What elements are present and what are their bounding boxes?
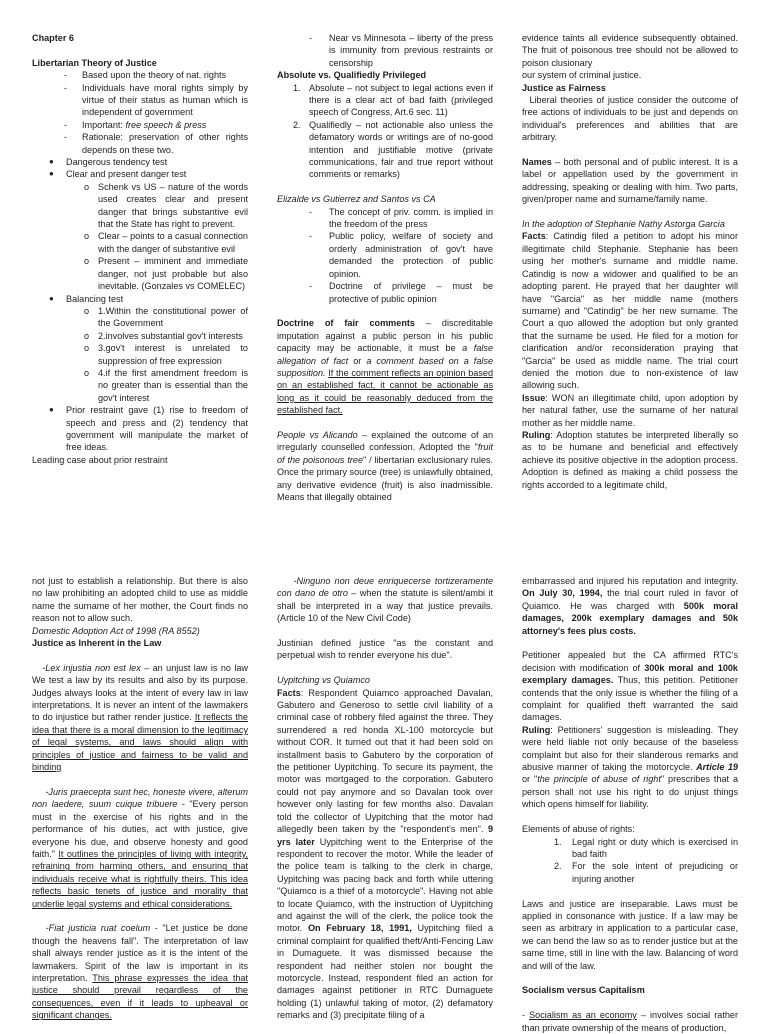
case-title-uypitching: Uypitching vs Quiamco — [277, 675, 370, 686]
section-title-inherent: Justice as Inherent in the Law — [32, 638, 162, 649]
column-5 — [277, 575, 493, 1024]
column-6 — [522, 575, 739, 1033]
list-item: ● Prior restraint gave (1) rise to freedom of speech and press and (2) tendency that government will manipulate the market of free ideas. — [49, 405, 248, 453]
act-reference: Domestic Adoption Act of 1998 (RA 8552) — [32, 625, 200, 636]
list-item: - Rationale: preservation of other rights depends on these two. — [64, 132, 248, 155]
paragraph-socialism: - Socialism as an economy – involves social rather than private ownership of the means of production, — [522, 1010, 738, 1033]
list-item: - Important: free speech & press — [64, 119, 207, 130]
list-item: o 4.if the first amendment freedom is no greater than is essential than the gov't interest — [84, 367, 248, 403]
paragraph-ninguno: -Ninguno non deue enriquecerse tortizeramente con dano de otro – when the statute is silent/ambi it shall be interpreted in a way that justice prevails. (Article 10 of the New Civil Code) — [277, 576, 493, 624]
paragraph-facts: Facts: Respondent Quiamco approached Davalan, Gabutero and Generoso to settle civil liability of a criminal case of robbery filed against the three. They surrendered a red honda XL-100 motorcycle but without COR. It turned out that it had been sold on installment basis to Gabutero by the corporation of the petitioner Uypitching. To secure its payment, the motor was mortgaged to the corporation. Gabutero could not pay anymore and so Davalan took over however only lasting for few months also. Davalan told the collector of Uypitching that the motor had allegedly been taken by the "respondent's men". 9 yrs later Uypitching went to the Enterprise of the respondent to recover the motor. While the leader of the police team is talking to the clerk in charge, Uypitching was pacing back and forth while uttering "Quiamco is a thief of a motorcycle". Having not able to locate Quiamco, with the instruction of Uypitching and against the will of the clerk, the police took the motor. On February 18, 1991, Uypitching filed a criminal complaint for qualified theft/Anti-Fencing Law in Dumaguete. It was dismissed because the respondent had neither stolen nor bought the motorcycle. Instead, respondent filed an action for damages against petitioner in RTC Dumaguete holding (1) unlawful taking of motor, (2) defamatory remarks and (3) precipitate filing of a — [277, 687, 494, 1021]
paragraph-issue: Issue: WON an illegitimate child, upon adoption by her natural father, use the surname of her natural mother as her middle name. — [522, 392, 738, 428]
section-title-libertarian: Libertarian Theory of Justice — [32, 57, 157, 68]
paragraph-ruling: Ruling: Adoption statutes be interpreted liberally so as to be humane and beneficial and effectively achieve its positive objective in the adoption process. Adoption is defined as making a child possess the rights accorded to a legitimate child, — [522, 429, 738, 490]
paragraph-lex-injustia: -Lex injustia non est lex – an unjust law is no law We test a law by its results and also by its purpose. Judges always looks at the intent of every law in law interpretations. It is never an intent of the lawmakers to do injustice but rather render justice. It reflects the idea that there is a moral dimension to the legitimacy of legal systems, and laws should align with principles of justice and fairness to be valid and binding — [32, 662, 248, 773]
body-text: our system of criminal justice. — [522, 70, 642, 81]
list-item: o 1.Within the constitutional power of the Government — [84, 305, 248, 329]
paragraph-fair-comments: Doctrine of fair comments – discreditable imputation against a public person in his public capacity may be actionable, it must be a false allegation of fact or a comment based on a false supposition. If the comment reflects an opinion based on an established fact, it cannot be actionable as long as it could be reasonably deduced from the established fact. — [277, 318, 494, 416]
paragraph-people-vs-alicando: People vs Alicando – explained the outcome of an irregularly counselled confession. Adopted the "fruit of the poisonous tree" / libertarian exclusionary rules. Once the primary source (tree) is unlawfully obtained, any derivative evidence (fruit) is also inadmissible. Means that illegally obtained — [277, 429, 493, 502]
paragraph-names: Names – both personal and of public interest. It is a label or appellation used by the government in addressing, speaking or dealing with him. Two parts, given/proper name and surname/family name. — [522, 157, 738, 205]
list-item: ● Balancing test — [49, 293, 124, 304]
paragraph-facts: Facts: Catindig filed a petition to adopt his minor illegitimate child Stephanie. Stephanie has been using her mother's surname and middle name. Catindig is now a widower and qualified to be an adopting parent. He prayed that her daughter will have "Garcia" as her middle name (mothers surname) and "Catindig" be her new surname. The Court a quo allowed the adoption but only granted that the surname be used. He filed for a motion for clarification and/or reconsideration praying that "Garcia" be used as middle name. The trial court denied the motion due to non-existence of law allowing such. — [522, 231, 738, 391]
list-item: ● Dangerous tendency test — [49, 157, 168, 168]
section-title-fairness: Justice as Fairness — [522, 82, 606, 93]
paragraph-petitioner: Petitioner appealed but the CA affirmed RTC's decision with modification of 300k moral and 100k exemplary damages. Thus, this petition. Petitioner contends that the only issue is whether the filing of a complaint for qualified theft warranted the said damages. — [522, 650, 738, 723]
list-item: 1. Absolute – not subject to legal actions even if there is a clear act of bad faith (privileged speech of Congress, Art.6 sec. 11) — [293, 82, 493, 118]
list-item: - The concept of priv. comm. is implied in the freedom of the press — [309, 206, 493, 230]
list-item: - Near vs Minnesota – liberty of the press is immunity from previous restraints or censorship — [309, 33, 493, 68]
column-4 — [32, 575, 248, 1024]
list-item: - Public policy, welfare of society and orderly administration of gov't have demanded the protection of public opinion. — [309, 231, 493, 279]
case-title-elizalde: Elizalde vs Gutierrez and Santos vs CA — [277, 194, 436, 205]
list-item: - Doctrine of privilege – must be protective of public opinion — [309, 281, 493, 304]
section-title-absolute: Absolute vs. Qualifiedly Privileged — [277, 70, 427, 81]
paragraph-justinian: Justinian defined justice "as the constant and perpetual wish to render everyone his due". — [277, 638, 493, 661]
case-title-adoption: In the adoption of Stephanie Nathy Astorga Garcia — [522, 219, 725, 230]
body-text: evidence taints all evidence subsequently obtained. The fruit of poisonous tree should not be allowed to poison clusionary — [522, 33, 738, 68]
section-title-socialism: Socialism versus Capitalism — [522, 985, 645, 996]
list-item: o Present – imminent and immediate danger, not just probable but also inevitable. (Gonzales vs COMELEC) — [84, 256, 248, 292]
elements-title: Elements of abuse of rights: — [522, 824, 635, 835]
paragraph-juris-praecepta: -Juris praecepta sunt hec, honeste vivere, alterum non laedere, suum cuique tribuere - "Every person must in the exercise of his rights and in the performance of his duties, act with justice, give everyone his due, and observe honesty and good faith." It outlines the principles of living with integrity, refraining from harming others, and ensuring that individuals receive what is rightfully theirs. This idea reflects basic tenets of justice and morality that underlie legal systems and ethical considerations. — [32, 786, 248, 909]
list-item: o Clear – points to a casual connection with the danger of substantive evil — [84, 231, 248, 254]
paragraph-ruling: Ruling: Petitioners' suggestion is misleading. They were held liable not only because of the baseless complaint but also for their slanderous remarks and abusive manner of taking the motorcycle. Article 19 or "the principle of abuse of right" prescribes that a person shall not use his right to do unjust things which opens himself for liability. — [522, 724, 739, 810]
body-text: Leading case about prior restraint — [32, 454, 168, 465]
list-item: 1. Legal right or duty which is exercised in bad faith — [554, 836, 738, 859]
list-item: o 3.gov't interest is unrelated to suppression of free expression — [84, 343, 248, 366]
list-item: ● Clear and present danger test — [49, 169, 187, 180]
list-item: 2. Qualifiedly – not actionable also unless the defamatory words or writings are of no-good intention and justifiable motive (private communications, fair and true report without comments or remarks) — [293, 119, 493, 180]
column-2 — [277, 32, 493, 500]
paragraph-fiat-justicia: -Fiat justicia ruat coelum - "Let justice be done though the heavens fall". The interpretation of law shall always render justice as it is the intent of the lawmakers. Spirit of the law is important in its interpretation. This phrase expresses the idea that justice should prevail regardless of the consequences, even if it leads to upheaval or significant changes. — [32, 923, 248, 1021]
list-item: o Schenk vs US – nature of the words used creates clear and present danger that brings substantive evil that the State has right to prevent. — [84, 181, 248, 230]
list-item: o 2.involves substantial gov't interests — [84, 330, 243, 341]
body-text: not just to establish a relationship. But there is also no law prohibiting an adopted child to use as middle name the surname of her mother, the Court finds no reason not to allow such. — [32, 576, 248, 624]
paragraph-fairness: Liberal theories of justice consider the outcome of free actions of individuals to be just and depends on individual's preferences and abilities that are arbitrary. — [522, 95, 738, 143]
paragraph-laws-justice: Laws and justice are inseparable. Laws must be applied in consonance with justice. If a law may be seen as arbitrary in application to a particular case, we can bend the law so as to render justice but at the same time, still in line with the law. Balancing of word and will of the law. — [522, 898, 738, 971]
list-item: 2. For the sole intent of prejudicing or injuring another — [554, 861, 738, 884]
chapter-title: Chapter 6 — [32, 33, 74, 43]
list-item: - Individuals have moral rights simply by virtue of their status as human which is independent of government — [64, 82, 248, 118]
column-3 — [522, 32, 738, 500]
body-text: embarrassed and injured his reputation and integrity. On July 30, 1994, the trial court ruled in favor of Quiamco. He was charged with 500k moral damages, 200k exemplary damages and 50k attorney's fees plus costs. — [522, 576, 738, 636]
column-1 — [32, 32, 248, 500]
list-item: - Based upon the theory of nat. rights — [64, 70, 227, 81]
